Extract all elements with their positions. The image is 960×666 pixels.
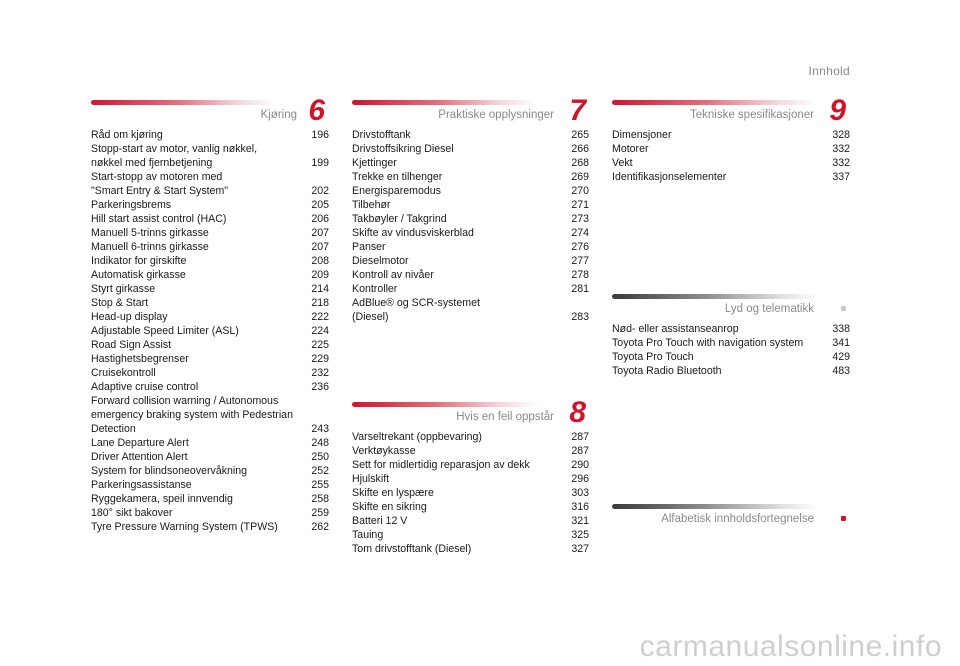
- toc-entry[interactable]: [352, 528, 589, 542]
- entry-title: Batteri 12 V: [352, 515, 408, 527]
- entry-title: Vekt: [612, 157, 633, 169]
- entry-page-number: 232: [311, 367, 329, 379]
- section-bar: [612, 504, 817, 509]
- toc-entry[interactable]: [352, 444, 589, 458]
- entry-title: Nød- eller assistanseanrop: [612, 323, 739, 335]
- toc-entry[interactable]: [91, 240, 329, 254]
- toc-entry[interactable]: [352, 500, 589, 514]
- toc-entry[interactable]: [91, 464, 329, 478]
- entry-page-number: 266: [571, 143, 589, 155]
- entry-page-number: 205: [311, 199, 329, 211]
- entry-page-number: 269: [571, 171, 589, 183]
- entry-list: [352, 430, 589, 556]
- toc-entry[interactable]: [91, 142, 329, 170]
- toc-entry[interactable]: [352, 226, 589, 240]
- section-title[interactable]: Hvis en feil oppstår: [456, 411, 554, 423]
- section-bar: [352, 402, 537, 407]
- entry-page-number: 278: [571, 269, 589, 281]
- toc-entry[interactable]: [91, 352, 329, 366]
- entry-page-number: 236: [311, 381, 329, 393]
- entry-title: Kontroll av nivåer: [352, 269, 434, 281]
- toc-entry[interactable]: [91, 394, 329, 436]
- toc-entry[interactable]: [612, 364, 850, 378]
- entry-title: Parkeringsassistanse: [91, 479, 192, 491]
- entry-page-number: 218: [311, 297, 329, 309]
- toc-entry[interactable]: [612, 156, 850, 170]
- toc-entry[interactable]: [612, 336, 850, 350]
- entry-page-number: 208: [311, 255, 329, 267]
- section-bar: [612, 294, 817, 299]
- toc-entry[interactable]: [352, 472, 589, 486]
- entry-title: Toyota Pro Touch with navigation system: [612, 337, 804, 349]
- toc-entry[interactable]: [352, 296, 589, 324]
- toc-entry[interactable]: [91, 506, 329, 520]
- entry-list: [91, 128, 329, 534]
- entry-title: Start-stopp av motoren med "Smart Entry & Start System": [91, 171, 229, 197]
- entry-title: Kontroller: [352, 283, 398, 295]
- toc-entry[interactable]: [612, 128, 850, 142]
- entry-title: Automatisk girkasse: [91, 269, 186, 281]
- toc-entry[interactable]: [352, 184, 589, 198]
- toc-entry[interactable]: [91, 338, 329, 352]
- entry-page-number: 338: [832, 323, 850, 335]
- entry-page-number: 429: [832, 351, 850, 363]
- entry-title: Skifte av vindusviskerblad: [352, 227, 474, 239]
- entry-title: Drivstoffsikring Diesel: [352, 143, 454, 155]
- entry-title: Panser: [352, 241, 386, 253]
- toc-entry[interactable]: [91, 478, 329, 492]
- section-bar: [352, 100, 537, 105]
- entry-title: Indikator for girskifte: [91, 255, 187, 267]
- entry-page-number: 259: [311, 507, 329, 519]
- entry-page-number: 296: [571, 473, 589, 485]
- entry-title: Drivstofftank: [352, 129, 411, 141]
- entry-page-number: 316: [571, 501, 589, 513]
- toc-entry[interactable]: [352, 170, 589, 184]
- entry-page-number: 207: [311, 227, 329, 239]
- entry-page-number: 332: [832, 157, 850, 169]
- entry-title: Trekke en tilhenger: [352, 171, 443, 183]
- entry-page-number: 202: [311, 185, 329, 197]
- entry-title: Tauing: [352, 529, 384, 541]
- entry-title: Dimensjoner: [612, 129, 672, 141]
- toc-entry[interactable]: [612, 170, 850, 184]
- entry-title: System for blindsoneovervåkning: [91, 465, 248, 477]
- page-title: Innhold: [808, 64, 850, 78]
- entry-page-number: 199: [311, 157, 329, 169]
- entry-title: Cruisekontroll: [91, 367, 156, 379]
- toc-entry[interactable]: [352, 142, 589, 156]
- entry-list: [352, 128, 589, 324]
- toc-entry[interactable]: [352, 156, 589, 170]
- toc-entry[interactable]: [91, 324, 329, 338]
- entry-page-number: 287: [571, 445, 589, 457]
- entry-page-number: 222: [311, 311, 329, 323]
- toc-entry[interactable]: [91, 198, 329, 212]
- entry-title: Takbøyler / Takgrind: [352, 213, 447, 225]
- toc-entry[interactable]: [352, 212, 589, 226]
- entry-page-number: 325: [571, 529, 589, 541]
- toc-entry[interactable]: [91, 282, 329, 296]
- entry-title: Ryggekamera, speil innvendig: [91, 493, 233, 505]
- entry-page-number: 321: [571, 515, 589, 527]
- entry-page-number: 207: [311, 241, 329, 253]
- toc-entry[interactable]: [91, 380, 329, 394]
- entry-title: Hastighetsbegrenser: [91, 353, 189, 365]
- toc-entry[interactable]: [352, 268, 589, 282]
- entry-title: Forward collision warning / Autonomous emergency braking system with Pedestrian Detection: [91, 395, 293, 435]
- entry-page-number: 283: [571, 311, 589, 323]
- entry-title: Manuell 5-trinns girkasse: [91, 227, 209, 239]
- toc-entry[interactable]: [91, 520, 329, 534]
- section-number: 7: [569, 94, 586, 127]
- toc-entry[interactable]: [91, 170, 329, 198]
- entry-title: Tilbehør: [352, 199, 391, 211]
- entry-title: Stop & Start: [91, 297, 149, 309]
- toc-entry[interactable]: [352, 430, 589, 444]
- section-bar: [91, 100, 276, 105]
- entry-title: Motorer: [612, 143, 649, 155]
- entry-page-number: 265: [571, 129, 589, 141]
- entry-page-number: 483: [832, 365, 850, 377]
- entry-page-number: 276: [571, 241, 589, 253]
- entry-page-number: 262: [311, 521, 329, 533]
- entry-title: Toyota Radio Bluetooth: [612, 365, 722, 377]
- entry-page-number: 196: [311, 129, 329, 141]
- entry-page-number: 290: [571, 459, 589, 471]
- toc-entry[interactable]: [352, 514, 589, 528]
- entry-title: Verktøykasse: [352, 445, 416, 457]
- section-title[interactable]: Kjøring: [260, 109, 297, 121]
- entry-title: 180° sikt bakover: [91, 507, 173, 519]
- entry-page-number: 225: [311, 339, 329, 351]
- entry-page-number: 341: [832, 337, 850, 349]
- entry-page-number: 268: [571, 157, 589, 169]
- entry-list: [612, 322, 850, 378]
- toc-entry[interactable]: [91, 212, 329, 226]
- section-number: 6: [308, 94, 325, 127]
- entry-page-number: 206: [311, 213, 329, 225]
- toc-entry[interactable]: [91, 226, 329, 240]
- entry-title: Tyre Pressure Warning System (TPWS): [91, 521, 278, 533]
- toc-entry[interactable]: [612, 142, 850, 156]
- section-title[interactable]: Lyd og telematikk: [724, 303, 814, 315]
- entry-page-number: 277: [571, 255, 589, 267]
- grey-square-icon: [841, 306, 846, 311]
- entry-page-number: 303: [571, 487, 589, 499]
- entry-title: Lane Departure Alert: [91, 437, 189, 449]
- entry-title: AdBlue® og SCR-systemet (Diesel): [352, 297, 480, 323]
- entry-title: Energisparemodus: [352, 185, 441, 197]
- entry-title: Hjulskift: [352, 473, 390, 485]
- entry-page-number: 327: [571, 543, 589, 555]
- toc-entry[interactable]: [612, 322, 850, 336]
- entry-title: Adaptive cruise control: [91, 381, 199, 393]
- section-bar: [612, 100, 817, 105]
- watermark: carmanualsonline.info: [639, 630, 942, 663]
- entry-title: Tom drivstofftank (Diesel): [352, 543, 472, 555]
- red-square-icon: [841, 516, 846, 521]
- entry-title: Stopp-start av motor, vanlig nøkkel, nøkkel med fjernbetjening: [91, 143, 258, 169]
- toc-entry[interactable]: [91, 310, 329, 324]
- toc-entry[interactable]: [91, 450, 329, 464]
- entry-page-number: 271: [571, 199, 589, 211]
- toc-entry[interactable]: [352, 486, 589, 500]
- entry-title: Road Sign Assist: [91, 339, 172, 351]
- entry-title: Dieselmotor: [352, 255, 409, 267]
- entry-page-number: 250: [311, 451, 329, 463]
- entry-page-number: 273: [571, 213, 589, 225]
- toc-entry[interactable]: [352, 254, 589, 268]
- toc-entry[interactable]: [91, 436, 329, 450]
- entry-title: Sett for midlertidig reparasjon av dekk: [352, 459, 530, 471]
- entry-page-number: 337: [832, 171, 850, 183]
- entry-title: Styrt girkasse: [91, 283, 156, 295]
- entry-page-number: 243: [311, 423, 329, 435]
- section-title[interactable]: Praktiske opplysninger: [438, 109, 554, 121]
- entry-list: [612, 128, 850, 184]
- entry-page-number: 229: [311, 353, 329, 365]
- entry-page-number: 252: [311, 465, 329, 477]
- entry-page-number: 214: [311, 283, 329, 295]
- entry-page-number: 328: [832, 129, 850, 141]
- toc-entry[interactable]: [352, 128, 589, 142]
- toc-entry[interactable]: [91, 492, 329, 506]
- entry-title: Manuell 6-trinns girkasse: [91, 241, 209, 253]
- entry-title: Skifte en sikring: [352, 501, 427, 513]
- toc-entry[interactable]: [91, 254, 329, 268]
- entry-page-number: 224: [311, 325, 329, 337]
- section-number: 8: [569, 396, 586, 429]
- entry-title: Hill start assist control (HAC): [91, 213, 227, 225]
- toc-entry[interactable]: [612, 350, 850, 364]
- entry-page-number: 274: [571, 227, 589, 239]
- toc-entry[interactable]: [91, 268, 329, 282]
- entry-page-number: 248: [311, 437, 329, 449]
- entry-page-number: 332: [832, 143, 850, 155]
- entry-page-number: 270: [571, 185, 589, 197]
- entry-title: Identifikasjonselementer: [612, 171, 727, 183]
- entry-title: Parkeringsbrems: [91, 199, 172, 211]
- entry-title: Toyota Pro Touch: [612, 351, 694, 363]
- toc-entry[interactable]: [91, 296, 329, 310]
- entry-title: Driver Attention Alert: [91, 451, 188, 463]
- toc-entry[interactable]: [352, 542, 589, 556]
- toc-entry[interactable]: [91, 128, 329, 142]
- entry-page-number: 255: [311, 479, 329, 491]
- entry-title: Head-up display: [91, 311, 168, 323]
- entry-page-number: 209: [311, 269, 329, 281]
- entry-title: Varseltrekant (oppbevaring): [352, 431, 482, 443]
- toc-entry[interactable]: [352, 198, 589, 212]
- section-title[interactable]: Tekniske spesifikasjoner: [689, 109, 814, 121]
- entry-page-number: 258: [311, 493, 329, 505]
- entry-page-number: 281: [571, 283, 589, 295]
- section-number: 9: [829, 94, 846, 127]
- section-title[interactable]: Alfabetisk innholdsfortegnelse: [661, 513, 814, 525]
- toc-entry[interactable]: [352, 240, 589, 254]
- toc-entry[interactable]: [352, 458, 589, 472]
- toc-entry[interactable]: [352, 282, 589, 296]
- entry-title: Skifte en lyspære: [352, 487, 434, 499]
- entry-page-number: 287: [571, 431, 589, 443]
- entry-title: Råd om kjøring: [91, 129, 163, 141]
- toc-entry[interactable]: [91, 366, 329, 380]
- entry-title: Adjustable Speed Limiter (ASL): [91, 325, 239, 337]
- entry-title: Kjettinger: [352, 157, 397, 169]
